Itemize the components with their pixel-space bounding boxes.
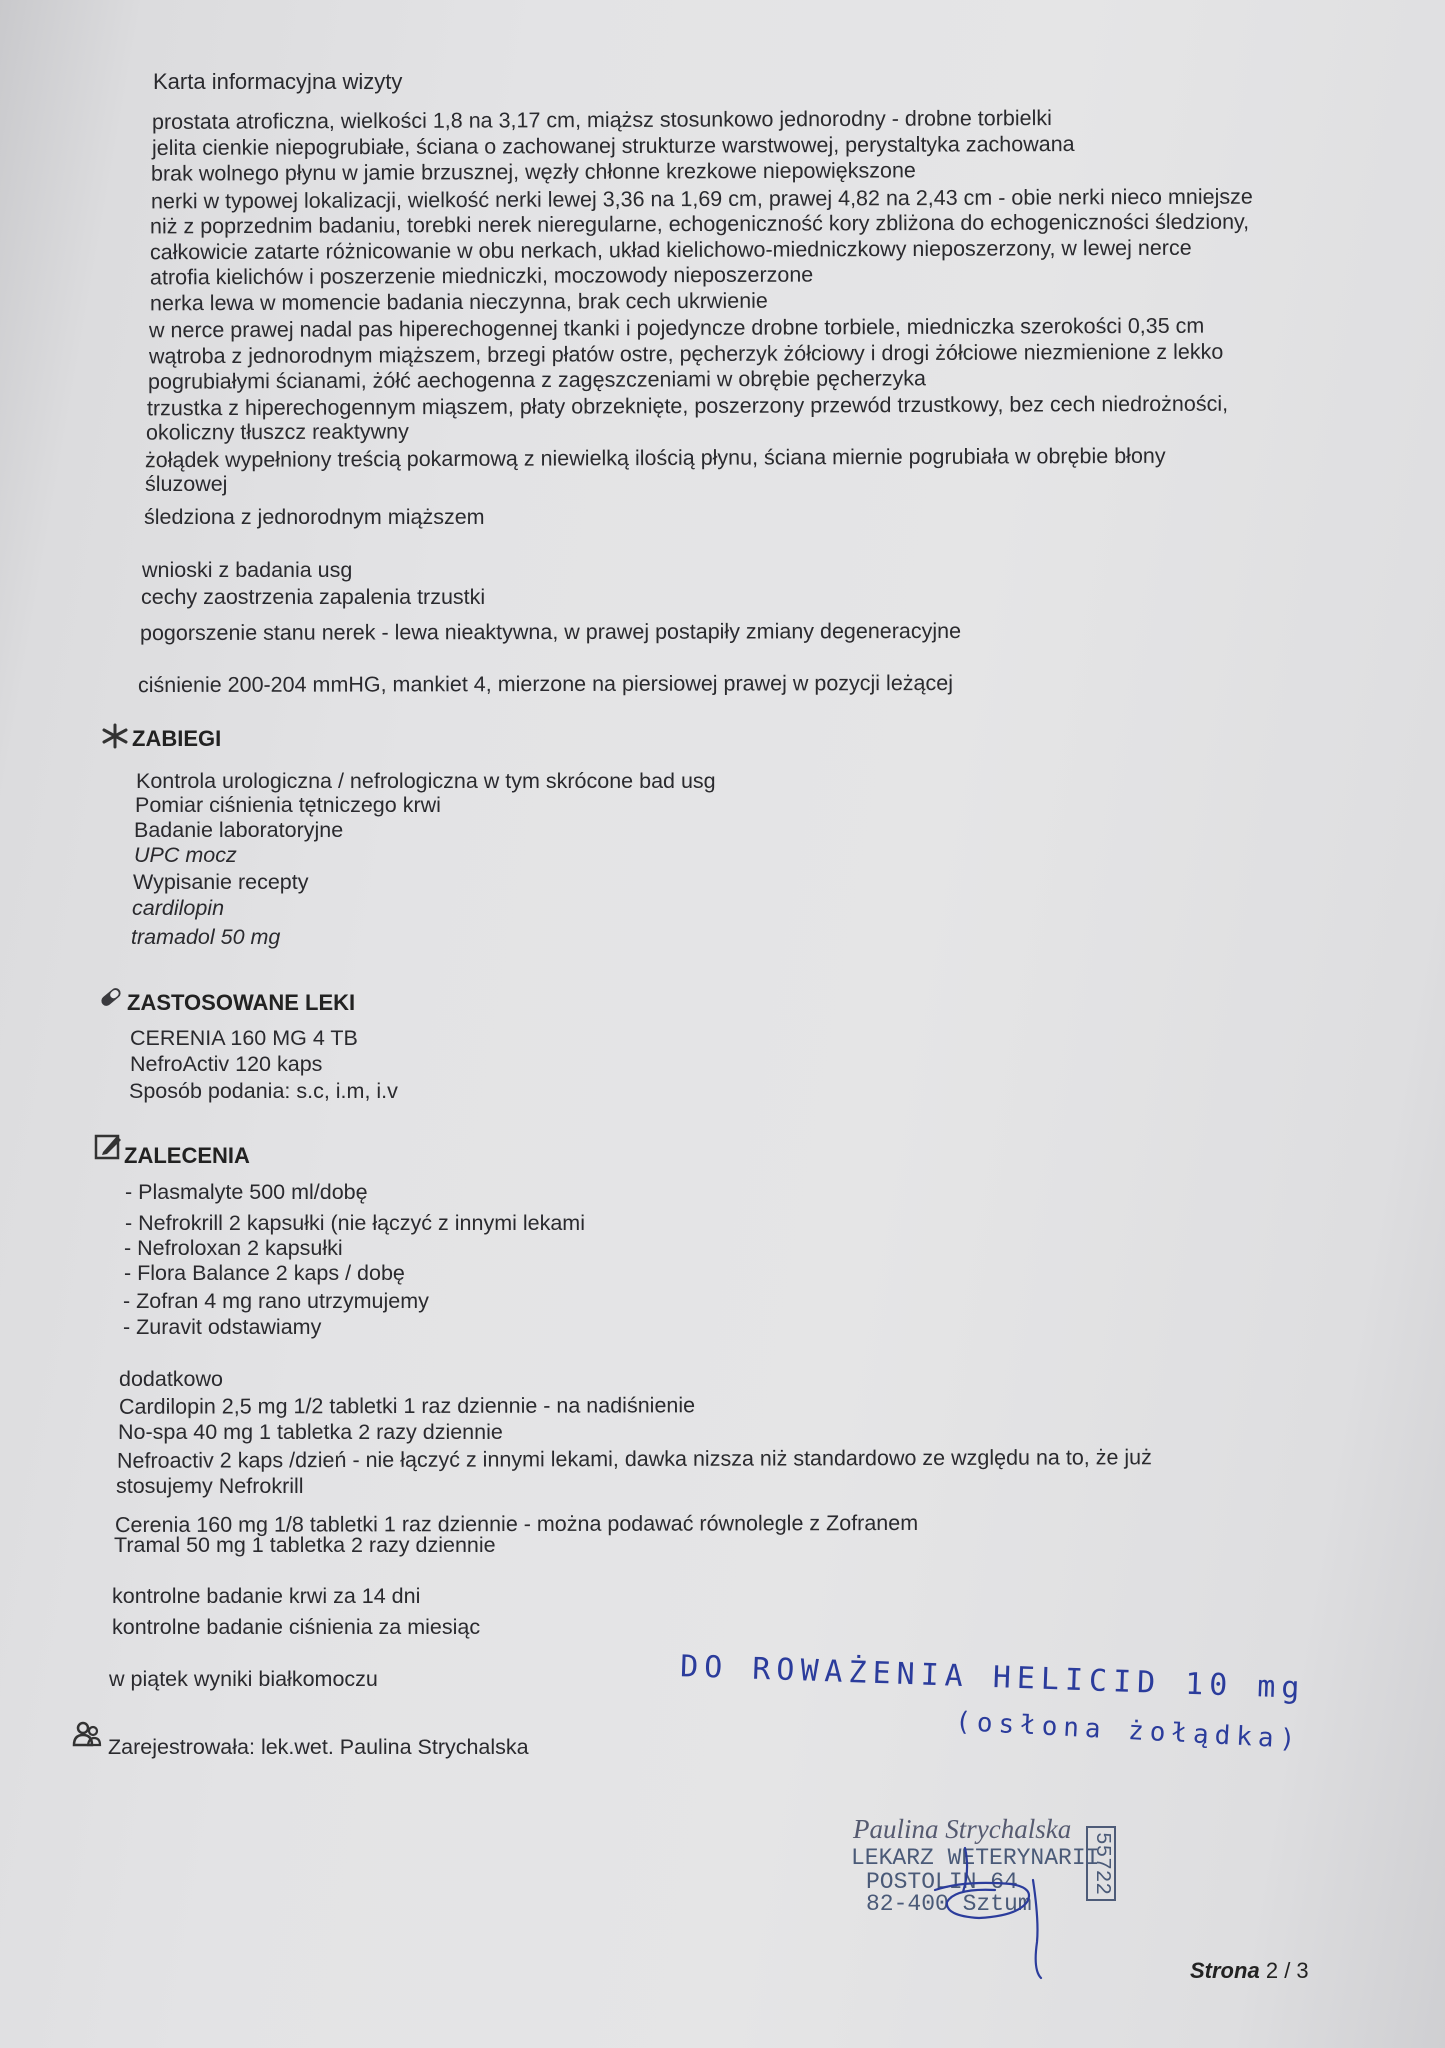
recommendation-item: - Zuravit odstawiamy: [123, 1315, 322, 1339]
edit-pad-icon: [94, 1133, 122, 1161]
finding-line: niż z poprzednim badaniu, torebki nerek nieregularne, echogeniczność kory zbliżona do echogeniczności śledziony,: [149, 209, 1250, 239]
recommendation-item: - Nefrokrill 2 kapsułki (nie łączyć z innymi lekami: [125, 1211, 585, 1235]
drugs-heading: ZASTOSOWANE LEKI: [127, 990, 356, 1015]
finding-line: okoliczny tłuszcz reaktywny: [145, 419, 409, 445]
document-title: Karta informacyjna wizyty: [153, 69, 403, 94]
followup-item: kontrolne badanie krwi za 14 dni: [112, 1584, 421, 1608]
procedure-item: cardilopin: [132, 896, 225, 920]
finding-line: śluzowej: [145, 472, 228, 496]
signature-scribble: [925, 1840, 1055, 1980]
additional-heading: dodatkowo: [119, 1367, 223, 1391]
asterisk-icon: [101, 723, 129, 749]
conclusions-heading: wnioski z badania usg: [142, 558, 353, 582]
finding-line: brak wolnego płynu w jamie brzusznej, węzły chłonne krezkowe niepowiększone: [150, 158, 916, 186]
finding-line: żołądek wypełniony treścią pokarmową z niewielką ilością płynu, ściana miernie pogrubiała w obrębie błony: [144, 443, 1166, 473]
recommendation-item: - Nefroloxan 2 kapsułki: [124, 1236, 343, 1260]
conclusion-line: cechy zaostrzenia zapalenia trzustki: [141, 585, 486, 609]
procedure-item: UPC mocz: [134, 843, 237, 867]
stamp-signature: Paulina Strychalska: [853, 1814, 1072, 1844]
drug-item: NefroActiv 120 kaps: [130, 1052, 323, 1076]
finding-line: pogrubiałymi ścianami, żółć aechogenna z zagęszczeniami w obrębie pęcherzyka: [147, 366, 927, 394]
finding-line: prostata atroficzna, wielkości 1,8 na 3,17 cm, miąższ stosunkowo jednorodny - drobne torbielki: [151, 106, 1052, 134]
page-total: / 3: [1284, 1958, 1309, 1983]
stamp-postcode: 82-400 Sztum: [866, 1891, 1032, 1917]
finding-line: w nerce prawej nadal pas hiperechogennej tkanki i pojedyncze drobne torbiele, miedniczka szerokości 0,35 cm: [148, 313, 1205, 343]
finding-line: jelita cienkie niepogrubiałe, ściana o zachowanej strukturze warstwowej, perystaltyka zachowana: [151, 131, 1075, 161]
user-group-icon: [72, 1720, 102, 1748]
recommendation-item: - Plasmalyte 500 ml/dobę: [125, 1180, 368, 1204]
finding-line: śledziona z jednorodnym miąższem: [144, 505, 485, 529]
finding-line: nerka lewa w momencie badania nieczynna, brak cech ukrwienie: [149, 288, 768, 316]
finding-line: trzustka z hiperechogennym miąszem, płaty obrzeknięte, poszerzony przewód trzustkowy, bez cech niedrożności,: [146, 391, 1229, 421]
procedure-item: Kontrola urologiczna / nefrologiczna w tym skrócone bad usg: [136, 769, 716, 793]
drug-item: Sposób podania: s.c, i.m, i.v: [129, 1079, 398, 1103]
page-current: 2: [1265, 1958, 1279, 1983]
finding-line: atrofia kielichów i poszerzenie miedniczki, moczowody nieposzerzone: [149, 262, 814, 290]
additional-item: stosujemy Nefrokrill: [116, 1474, 304, 1498]
additional-item: No-spa 40 mg 1 tabletka 2 razy dziennie: [118, 1420, 503, 1444]
procedure-item: Pomiar ciśnienia tętniczego krwi: [135, 793, 441, 817]
additional-item: Nefroactiv 2 kaps /dzień - nie łączyć z innymi lekami, dawka nizsza niż standardowo ze względu na to, że już: [116, 1445, 1152, 1473]
pill-icon: [98, 985, 124, 1009]
procedure-item: Wypisanie recepty: [133, 870, 309, 894]
page-label: Strona: [1190, 1958, 1260, 1983]
stamp-address: POSTOLIN 64: [866, 1869, 1018, 1895]
recommendations-heading: ZALECENIA: [124, 1143, 250, 1168]
registered-by: Zarejestrowała: lek.wet. Paulina Strychalska: [108, 1735, 529, 1759]
finding-line: całkowicie zatarte różnicowanie w obu nerkach, układ kielichowo-miedniczkowy nieposzerzony, w lewej nerce: [149, 235, 1192, 265]
conclusion-line: pogorszenie stanu nerek - lewa nieaktywna, w prawej postapiły zmiany degeneracyjne: [139, 618, 962, 646]
recommendation-item: - Flora Balance 2 kaps / dobę: [124, 1261, 405, 1285]
stamp-title: LEKARZ WETERYNARII: [851, 1845, 1100, 1871]
procedure-item: tramadol 50 mg: [131, 925, 281, 949]
followup-item: kontrolne badanie ciśnienia za miesiąc: [112, 1615, 481, 1639]
procedure-item: Badanie laboratoryjne: [134, 818, 344, 842]
additional-item: Cerenia 160 mg 1/8 tabletki 1 raz dziennie - można podawać równolegle z Zofranem: [114, 1510, 919, 1538]
handwritten-note: DO ROWAŻENIA HELICID 10 mg: [679, 1649, 1307, 1706]
additional-item: Cardilopin 2,5 mg 1/2 tabletki 1 raz dziennie - na nadiśnienie: [118, 1393, 696, 1419]
recommendation-item: - Zofran 4 mg rano utrzymujemy: [123, 1289, 429, 1313]
stamp-number: 55722: [1086, 1826, 1116, 1901]
additional-item: Tramal 50 mg 1 tabletka 2 razy dziennie: [114, 1533, 496, 1557]
drug-item: CERENIA 160 MG 4 TB: [130, 1026, 358, 1050]
finding-line: wątroba z jednorodnym miąższem, brzegi płatów ostre, pęcherzyk żółciowy i drogi żółciowe niezmienione z lekko: [148, 339, 1224, 369]
procedures-heading: ZABIEGI: [132, 726, 222, 751]
blood-pressure-note: ciśnienie 200-204 mmHG, mankiet 4, mierzone na piersiowej prawej w pozycji leżącej: [137, 670, 953, 698]
handwritten-note-detail: (osłona żołądka): [954, 1706, 1303, 1756]
proteinuria-note: w piątek wyniki białkomoczu: [109, 1667, 378, 1691]
page-indicator: [1190, 1958, 1309, 1984]
finding-line: nerki w typowej lokalizacji, wielkość nerki lewej 3,36 na 1,69 cm, prawej 4,82 na 2,43 cm - obie nerki nieco mniejsze: [150, 184, 1253, 214]
